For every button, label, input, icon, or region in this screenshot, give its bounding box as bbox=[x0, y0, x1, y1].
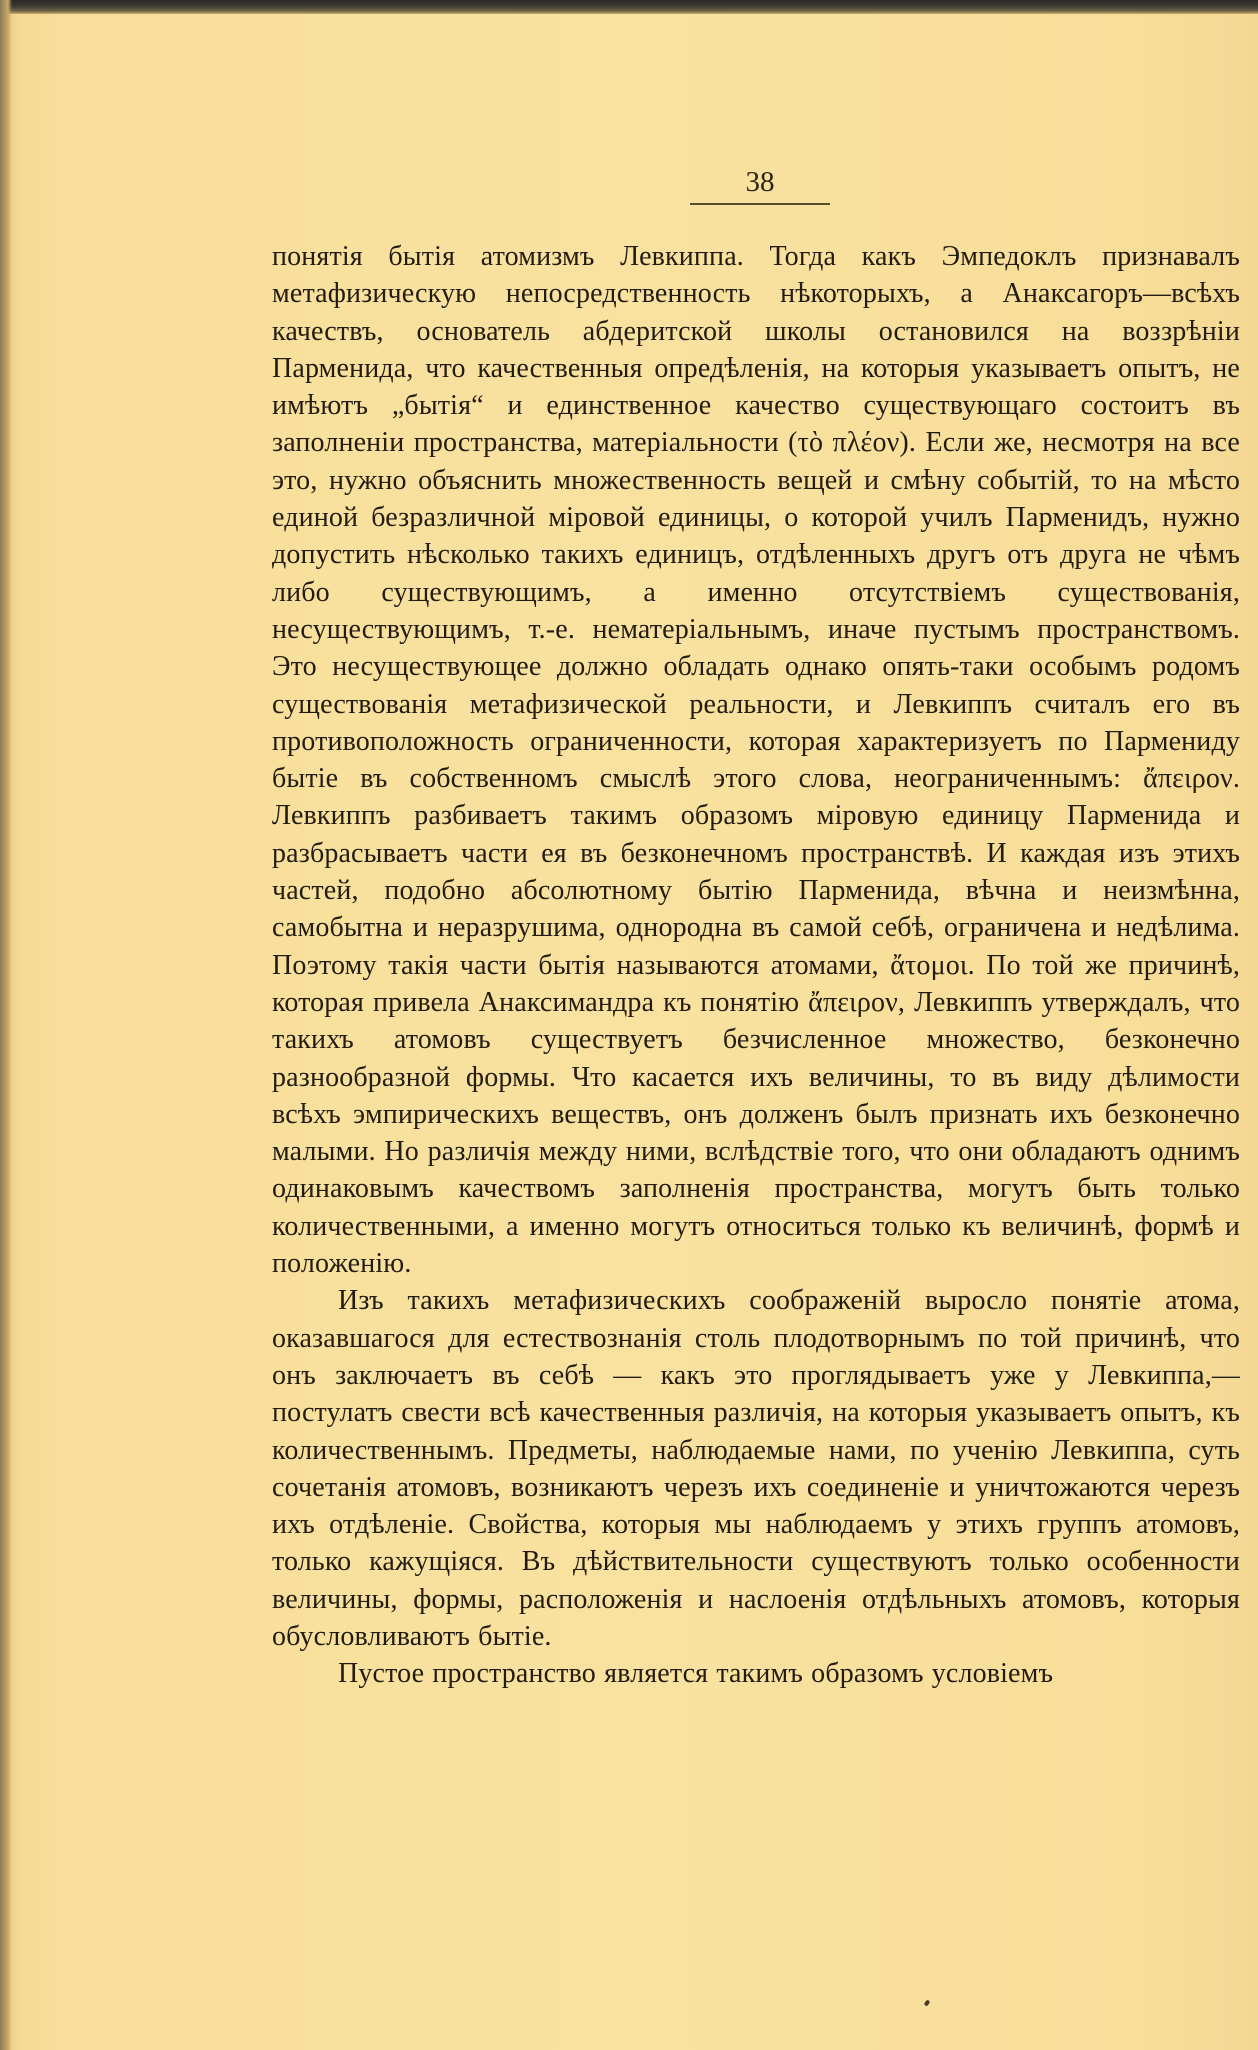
page-number: 38 bbox=[745, 166, 775, 198]
paragraph-1: понятія бытія атомизмъ Левкиппа. Тогда какъ Эмпедоклъ признавалъ метафизическую непосредственность нѣкоторыхъ, а Анаксагоръ—всѣхъ качествъ, основатель абдеритской школы остановился на воззрѣніи Парменида, что качественныя опредѣленія, на которыя указываетъ опытъ, не имѣютъ „бытія“ и единственное качество существующаго состоитъ въ заполненіи пространства, матеріальности (τὸ πλέον). Если же, несмотря на все это, нужно объяснить множественность вещей и смѣну событій, то на мѣсто единой безразличной міровой единицы, о которой училъ Парменидъ, нужно допустить нѣсколько такихъ единицъ, отдѣленныхъ другъ отъ друга не чѣмъ либо существующимъ, а именно отсутствіемъ существованія, несуществующимъ, т.-е. нематеріальнымъ, иначе пустымъ пространствомъ. Это несуществующее должно обладать однако опять-таки особымъ родомъ существованія метафизической реальности, и Левкиппъ считалъ его въ противоположность ограниченности, которая характеризуетъ по Пармениду бытіе въ собственномъ смыслѣ этого слова, неограниченнымъ: ἄπειρον. Левкиппъ разбиваетъ такимъ образомъ міровую единицу Парменида и разбрасываетъ части ея въ безконечномъ пространствѣ. И каждая изъ этихъ частей, подобно абсолютному бытію Парменида, вѣчна и неизмѣнна, самобытна и неразрушима, однородна въ самой себѣ, ограничена и недѣлима. Поэтому такія части бытія называются атомами, ἄτομοι. По той же причинѣ, которая привела Анаксимандра къ понятію ἄπειρον, Левкиппъ утверждалъ, что такихъ атомовъ существуетъ безчисленное множество, безконечно разнообразной формы. Что касается ихъ величины, то въ виду дѣлимости всѣхъ эмпирическихъ веществъ, онъ долженъ былъ признать ихъ безконечно малыми. Но различія между ними, вслѣдствіе того, что они обладаютъ однимъ одинаковымъ качествомъ заполненія пространства, могутъ быть только количественными, а именно могутъ относиться только къ величинѣ, формѣ и положенію. bbox=[272, 241, 1240, 1280]
paper-speck bbox=[924, 1999, 931, 2006]
page-number-rule bbox=[690, 203, 830, 205]
page-top-edge bbox=[0, 0, 1258, 14]
paragraph-2: Изъ такихъ метафизическихъ соображеній выросло понятіе атома, оказавшагося для естествознанія столь плодотворнымъ по той причинѣ, что онъ заключаетъ въ себѣ — какъ это проглядываетъ уже у Левкиппа,—постулатъ свести всѣ качественныя различія, на которыя указываетъ опытъ, къ количественнымъ. Предметы, наблюдаемые нами, по ученію Левкиппа, суть сочетанія атомовъ, возникаютъ черезъ ихъ соединеніе и уничтожаются черезъ ихъ отдѣленіе. Свойства, которыя мы наблюдаемъ у этихъ группъ атомовъ, только кажущіяся. Въ дѣйствительности существуютъ только особенности величины, формы, расположенія и наслоенія отдѣльныхъ атомовъ, которыя обусловливаютъ бытіе. bbox=[272, 1285, 1240, 1652]
paragraph-3: Пустое пространство является такимъ образомъ условіемъ bbox=[338, 1658, 1054, 1690]
page-binding-edge bbox=[0, 0, 12, 2050]
body-text bbox=[272, 238, 1240, 1693]
